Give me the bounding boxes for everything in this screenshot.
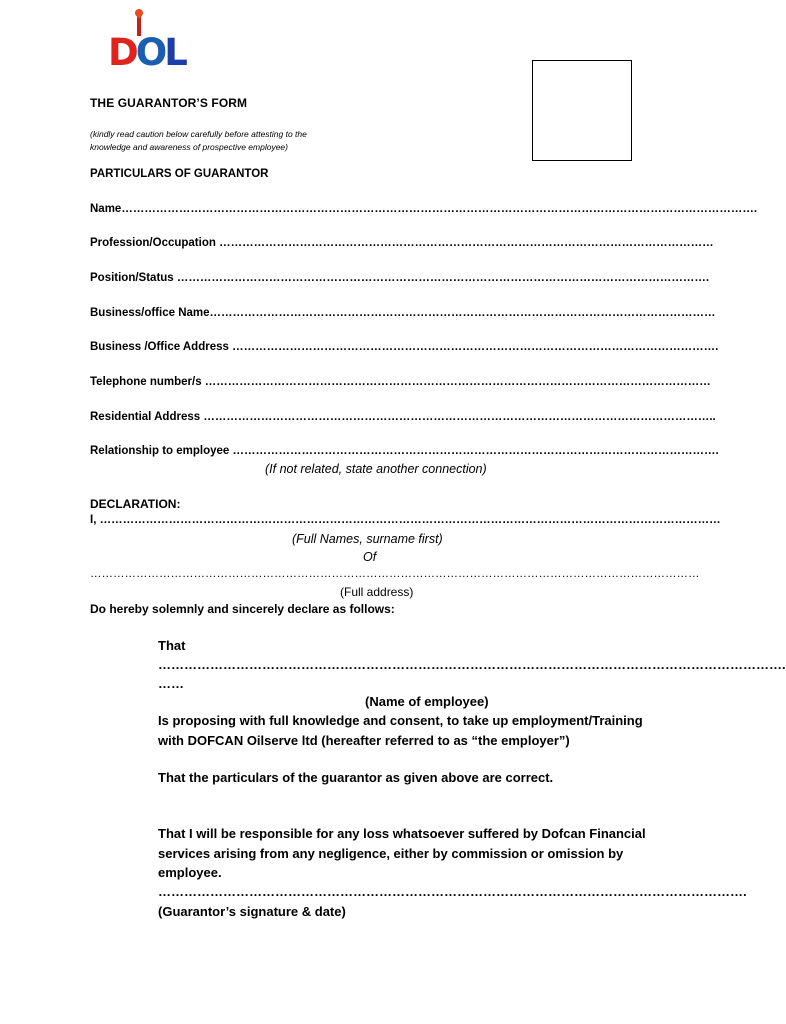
full-address-label: (Full address): [340, 585, 414, 599]
proposing-line-2: with DOFCAN Oilserve ltd (hereafter referred to as “the employer”): [158, 733, 570, 748]
logo-text: DOL: [108, 31, 185, 74]
section-heading: PARTICULARS OF GUARANTOR: [90, 168, 269, 180]
responsible-line-3: employee.: [158, 865, 222, 880]
passport-photo-box: [532, 60, 632, 161]
employee-name-field[interactable]: ……………………………………………………………………………………………………………………………….: [158, 657, 786, 672]
form-title: THE GUARANTOR’S FORM: [90, 96, 248, 110]
profession-field[interactable]: Profession/Occupation …………………………………………………………………………………………………………………: [90, 237, 714, 249]
relationship-hint: (If not related, state another connection): [265, 462, 487, 476]
signature-field[interactable]: ……………………………………………………………………………………………………………………….: [158, 884, 747, 899]
telephone-field[interactable]: Telephone number/s ……………………………………………………………………………………………………………………: [90, 376, 711, 388]
employee-name-field-cont: ……: [158, 676, 184, 691]
business-address-field[interactable]: Business /Office Address ……………………………………………………………………………………………………………….: [90, 341, 719, 353]
that-label: That: [158, 638, 186, 653]
residential-address-field[interactable]: Residential Address ……………………………………………………………………………………………………………………..: [90, 411, 716, 423]
company-logo: [108, 14, 185, 76]
address-field[interactable]: ……………………………………………………………………………………………………………………………………………: [90, 568, 700, 580]
declare-text: Do hereby solemnly and sincerely declare as follows:: [90, 602, 395, 616]
logo-flame-icon: [133, 7, 144, 18]
name-of-employee-label: (Name of employee): [365, 694, 489, 709]
declaration-heading: DECLARATION:: [90, 497, 181, 511]
responsible-line-2: services arising from any negligence, either by commission or omission by: [158, 846, 624, 861]
particulars-correct-statement: That the particulars of the guarantor as given above are correct.: [158, 770, 554, 785]
relationship-field[interactable]: Relationship to employee ……………………………………………………………………………………………………………….: [90, 445, 719, 457]
responsible-line-1: That I will be responsible for any loss whatsoever suffered by Dofcan Financial: [158, 826, 646, 841]
full-names-hint: (Full Names, surname first): [292, 532, 443, 546]
caution-note: (kindly read caution below carefully before attesting to the knowledge and awareness of prospective employee): [90, 129, 307, 152]
business-name-field[interactable]: Business/office Name……………………………………………………………………………………………………………………: [90, 307, 716, 319]
name-field[interactable]: Name………………………………………………………………………………………………………………………………………………….: [90, 203, 758, 215]
proposing-line-1: Is proposing with full knowledge and consent, to take up employment/Training: [158, 713, 643, 728]
signature-label: (Guarantor’s signature & date): [158, 904, 346, 919]
position-field[interactable]: Position/Status ………………………………………………………………………………………………………………………….: [90, 272, 710, 284]
declarant-name-field[interactable]: I, ………………………………………………………………………………………………………………………………………………: [90, 514, 721, 526]
of-text: Of: [363, 550, 377, 564]
